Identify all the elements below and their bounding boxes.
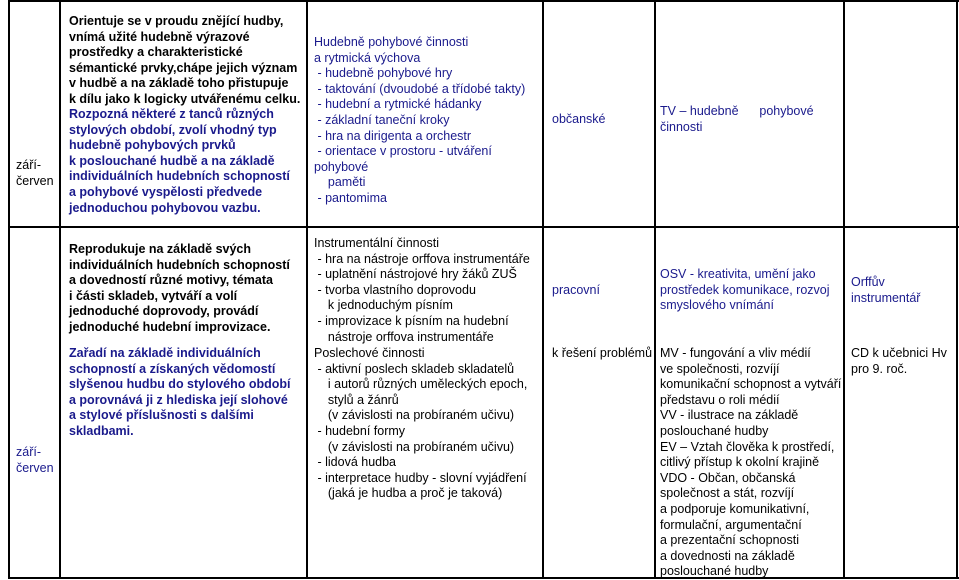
row2-crosscurricular-b-line: ve společnosti, rozvíjí [660, 361, 780, 376]
column-divider-4 [654, 0, 656, 579]
row2-crosscurricular-a-line: OSV - kreativita, umění jako [660, 267, 816, 281]
row2-crosscurricular-a [660, 267, 830, 314]
row2-content-b-line: (v závislosti na probíraném učivu) [314, 408, 515, 423]
row1-crosscurricular-line: TV – hudebně pohybové [660, 104, 814, 118]
row2-resources-a-line: Orffův [851, 275, 885, 289]
row1-outcomes-a-line: k dílu jako k logicky utvářenému celku. [69, 91, 301, 106]
table-border-right [956, 0, 958, 579]
row1-month-line: září- [16, 158, 41, 172]
column-divider-1 [59, 0, 61, 579]
row2-crosscurricular-b-line: formulační, argumentační [660, 517, 802, 532]
row2-outcomes-a-line: individuálních hudebních schopností [69, 257, 290, 272]
row1-content-line: - hudební a rytmické hádanky [314, 97, 482, 112]
row2-crosscurricular-b [660, 346, 841, 580]
row1-month [16, 158, 54, 189]
row1-crosscurricular [660, 104, 814, 135]
row1-content-line: paměti [314, 175, 366, 190]
row1-content-line: Hudebně pohybové činnosti [314, 35, 469, 49]
row2-content-b-line: - lidová hudba [314, 455, 397, 470]
row1-outcomes-a-line: prostředky a charakteristické [69, 45, 243, 60]
row2-crosscurricular-b-line: a prezentační schopnosti [660, 533, 799, 548]
row2-resources-a [851, 275, 920, 306]
row2-content-a-line: Instrumentální činnosti [314, 236, 440, 250]
row2-crosscurricular-b-line: EV – Vztah člověka k prostředí, [660, 439, 835, 454]
row2-crosscurricular-b-line: poslouchané hudby [660, 423, 769, 438]
row2-outcomes-b-line: a porovnává ji z hlediska její slohové [69, 392, 288, 407]
row1-outcomes-a-line: v hudbě a na základě toho přistupuje [69, 76, 289, 91]
column-divider-3 [542, 0, 544, 579]
row2-resources-b [851, 346, 947, 377]
row2-content-b-line: Poslechové činnosti [314, 346, 425, 360]
row1-outcomes-b-line: Rozpozná některé z tanců různých [69, 107, 274, 121]
row2-month [16, 445, 54, 476]
row2-crosscurricular-b-line: VDO - Občan, občanská [660, 470, 796, 485]
row2-content-b-line: - interpretace hudby - slovní vyjádření [314, 470, 527, 485]
row2-crosscurricular-a-line: smyslového vnímání [660, 298, 774, 313]
row2-resources-a-line: instrumentář [851, 290, 921, 305]
row2-resources-b-line: pro 9. roč. [851, 361, 908, 376]
row2-outcomes-b-line: slyšenou hudbu do stylového období [69, 377, 291, 392]
row1-content-line: pohybové [314, 159, 369, 174]
row1-outcomes-b-line: jednoduchou pohybovou vazbu. [69, 200, 261, 215]
row2-outcomes-b-line: Zařadí na základě individuálních [69, 346, 261, 360]
column-divider-5 [843, 0, 845, 579]
row1-content-line: - orientace v prostoru - utváření [314, 144, 492, 159]
row1-month-line: červen [16, 173, 54, 188]
row1-content-line: - pantomima [314, 190, 387, 205]
row2-crosscurricular-b-line: komunikační schopnost a vytváří [660, 377, 842, 392]
row1-crosscurricular-line: činnosti [660, 119, 703, 134]
row1-content-line: - taktování (dvoudobé a třídobé takty) [314, 81, 526, 96]
row2-outcomes-b [69, 346, 291, 440]
row2-competence-a [552, 283, 600, 299]
table-row-divider [8, 226, 959, 228]
row2-outcomes-a-line: i části skladeb, vytváří a volí [69, 288, 238, 303]
row1-content-line: - hudebně pohybové hry [314, 66, 453, 81]
row1-competence [552, 112, 606, 128]
row1-outcomes-b-line: k poslouchané hudbě a na základě [69, 153, 275, 168]
row2-outcomes-b-line: a stylové příslušnosti s dalšími [69, 408, 254, 423]
row2-content-b-line: stylů a žánrů [314, 392, 399, 407]
row1-content-line: - hra na dirigenta a orchestr [314, 128, 472, 143]
row1-outcomes-b-line: individuálních hudebních schopností [69, 169, 290, 184]
row2-month-line: červen [16, 460, 54, 475]
row2-month-line: září- [16, 445, 41, 459]
row1-outcomes-b-line: hudebně pohybových prvků [69, 138, 236, 153]
row2-competence-a-line: pracovní [552, 283, 600, 297]
column-divider-2 [306, 0, 308, 579]
table-border-top [8, 0, 959, 2]
row2-crosscurricular-b-line: společnost a stát, rozvíjí [660, 486, 795, 501]
row1-content-line: a rytmická výchova [314, 50, 421, 65]
row2-outcomes-a-line: Reprodukuje na základě svých [69, 242, 252, 256]
row2-content-b [314, 346, 527, 502]
row2-crosscurricular-b-line: a dovednosti na základě [660, 548, 795, 563]
row2-crosscurricular-b-line: představu o roli médií [660, 392, 780, 407]
row2-content-a [314, 236, 530, 345]
row2-content-a-line: k jednoduchým písním [314, 298, 453, 313]
row1-outcomes-a [69, 14, 300, 108]
row1-outcomes-b-line: stylových období, zvolí vhodný typ [69, 122, 277, 137]
row2-crosscurricular-a-line: prostředek komunikace, rozvoj [660, 282, 830, 297]
row2-outcomes-a-line: jednoduché hudební improvizace. [69, 319, 271, 334]
row2-content-b-line: - hudební formy [314, 423, 406, 438]
row2-crosscurricular-b-line: VV - ilustrace na základě [660, 408, 799, 423]
row2-outcomes-a [69, 242, 290, 336]
row2-content-a-line: - tvorba vlastního doprovodu [314, 282, 476, 297]
row1-content-line: - základní taneční kroky [314, 112, 450, 127]
row2-content-a-line: - improvizace k písním na hudební [314, 313, 509, 328]
row2-crosscurricular-b-line: citlivý přístup k okolní krajině [660, 455, 820, 470]
row2-content-a-line: - uplatnění nástrojové hry žáků ZUŠ [314, 267, 517, 282]
row2-crosscurricular-b-line: a podporuje komunikativní, [660, 501, 810, 516]
row1-outcomes-a-line: Orientuje se v proudu znějící hudby, [69, 14, 284, 28]
row2-content-b-line: i autorů různých uměleckých epoch, [314, 377, 528, 392]
row1-outcomes-b-line: a pohybové vyspělosti předvede [69, 184, 263, 199]
row1-outcomes-a-line: vnímá užité hudebně výrazové [69, 29, 250, 44]
row1-outcomes-a-line: sémantické prvky,chápe jejich význam [69, 60, 298, 75]
row2-crosscurricular-b-line: poslouchané hudby [660, 564, 769, 579]
row1-competence-line: občanské [552, 112, 606, 126]
row2-outcomes-b-line: schopností a získaných vědomostí [69, 361, 276, 376]
row2-outcomes-b-line: skladbami. [69, 423, 134, 438]
row2-competence-b-line: k řešení problémů [552, 346, 653, 360]
row2-content-b-line: (jaká je hudba a proč je taková) [314, 486, 503, 501]
row2-content-b-line: - aktivní poslech skladeb skladatelů [314, 361, 515, 376]
row2-crosscurricular-b-line: MV - fungování a vliv médií [660, 346, 811, 360]
row2-content-a-line: - hra na nástroje orffova instrumentáře [314, 251, 530, 266]
table-border-left [8, 0, 10, 579]
row2-resources-b-line: CD k učebnici Hv [851, 346, 947, 360]
row2-content-a-line: nástroje orffova instrumentáře [314, 329, 494, 344]
row2-competence-b [552, 346, 652, 362]
row2-content-b-line: (v závislosti na probíraném učivu) [314, 439, 515, 454]
row2-outcomes-a-line: a dovedností různé motivy, témata [69, 273, 273, 288]
row2-outcomes-a-line: jednoduché doprovody, provádí [69, 304, 259, 319]
row1-content [314, 35, 525, 207]
row1-outcomes-b [69, 107, 290, 216]
